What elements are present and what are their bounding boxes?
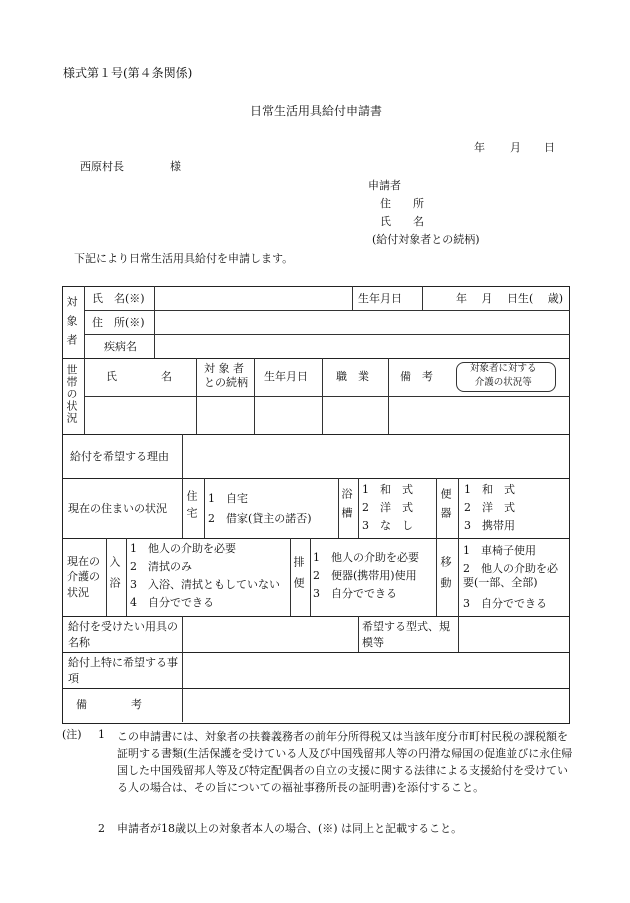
housing-bath-option-1: 1 和 式: [362, 483, 413, 496]
target-birth-value: 年 月 日生( 歳): [456, 292, 564, 305]
date-day: 日: [544, 141, 555, 154]
household-col-birth: 生年月日: [264, 370, 308, 383]
housing-toilet-option-3: 3 携帯用: [464, 519, 515, 532]
household-care-note: 対象者に対する 介護の状況等: [470, 363, 537, 388]
intro-sentence: 下記により日常生活用具給付を申請します。: [74, 252, 294, 265]
date-month: 月: [510, 141, 521, 154]
housing-home-option-2: 2 借家(貸主の諾否): [208, 512, 312, 525]
housing-home-label: 住宅: [185, 490, 198, 524]
care-excretion-option-3: 3 自分でできる: [313, 587, 397, 600]
care-bath-label: 入浴: [108, 556, 121, 598]
form-number: 様式第１号(第４条関係): [63, 66, 193, 80]
housing-bath-label: 浴槽: [340, 488, 353, 526]
care-bath-option-4: 4 自分でできる: [130, 596, 214, 609]
note-2-number: 2: [98, 822, 105, 835]
care-label: 現在の介護の状況: [67, 555, 100, 599]
applicant-relation-label: (給付対象者との続柄): [372, 233, 480, 246]
equipment-label: 給付を受けたい用具の名称: [68, 620, 178, 649]
note-1-number: 1: [98, 728, 105, 741]
household-col-job: 職 業: [336, 370, 369, 383]
reason-label: 給付を希望する理由: [70, 450, 169, 463]
household-col-name: 氏 名: [106, 370, 172, 383]
care-excretion-option-1: 1 他人の介助を必要: [313, 551, 419, 564]
form-title: 日常生活用具給付申請書: [250, 104, 383, 118]
applicant-name-label: 氏 名: [380, 215, 424, 228]
applicant-label: 申請者: [368, 179, 401, 192]
honorific: 様: [170, 160, 181, 173]
housing-label: 現在の住まいの状況: [68, 502, 167, 515]
target-section-label: 対象者: [65, 296, 78, 353]
notes-prefix: (注): [62, 728, 82, 741]
housing-toilet-option-2: 2 洋 式: [464, 501, 515, 514]
care-move-option-3: 3 自分でできる: [463, 597, 547, 610]
household-section-label: 世帯の状況: [65, 364, 78, 424]
target-address-label: 住 所(※): [92, 316, 145, 329]
target-name-label: 氏 名(※): [92, 292, 145, 305]
target-disease-label: 疾病名: [104, 340, 137, 353]
housing-toilet-option-1: 1 和 式: [464, 483, 515, 496]
note-2-text: 申請者が18歳以上の対象者本人の場合、(※) は同上と記載すること。: [117, 822, 463, 835]
care-bath-option-3: 3 入浴、清拭ともしていない: [130, 578, 280, 591]
care-move-option-1: 1 車椅子使用: [463, 544, 536, 557]
note-1-text: この申請書には、対象者の扶養義務者の前年分所得税又は当該年度分市町村民税の課税額を証明する書類(生活保護を受けている人及び中国残留邦人等の円滑な帰国の促進並びに永住帰国した中国残留邦人等及び特定配偶者の自立の支援に関する法律による支援給付を受けている人の場合は、その旨についての福祉事務所長の証明書)を添付すること。: [117, 730, 573, 795]
remarks-label: 備 考: [76, 698, 142, 711]
care-move-option-2: 2 他人の介助を必 要(一部、全部): [463, 562, 558, 589]
target-birth-label: 生年月日: [358, 292, 402, 305]
care-excretion-label: 排便: [292, 556, 305, 598]
special-request-label: 給付上特に希望する事項: [68, 656, 178, 685]
housing-bath-option-2: 2 洋 式: [362, 501, 413, 514]
housing-bath-option-3: 3 な し: [362, 519, 413, 532]
applicant-address-label: 住 所: [380, 197, 424, 210]
housing-home-option-1: 1 自宅: [208, 492, 248, 505]
household-col-relation: 対 象 者 との続柄: [204, 362, 248, 389]
care-bath-option-1: 1 他人の介助を必要: [130, 542, 236, 555]
care-move-label: 移動: [439, 556, 452, 598]
housing-toilet-label: 便器: [439, 488, 452, 526]
care-bath-option-2: 2 清拭のみ: [130, 560, 192, 573]
care-excretion-option-2: 2 便器(携帯用)使用: [313, 569, 417, 582]
addressee: 西原村長: [80, 160, 124, 173]
household-col-remarks: 備 考: [400, 370, 433, 383]
date-year: 年: [474, 141, 485, 154]
model-label: 希望する型式、規模等: [362, 620, 450, 649]
